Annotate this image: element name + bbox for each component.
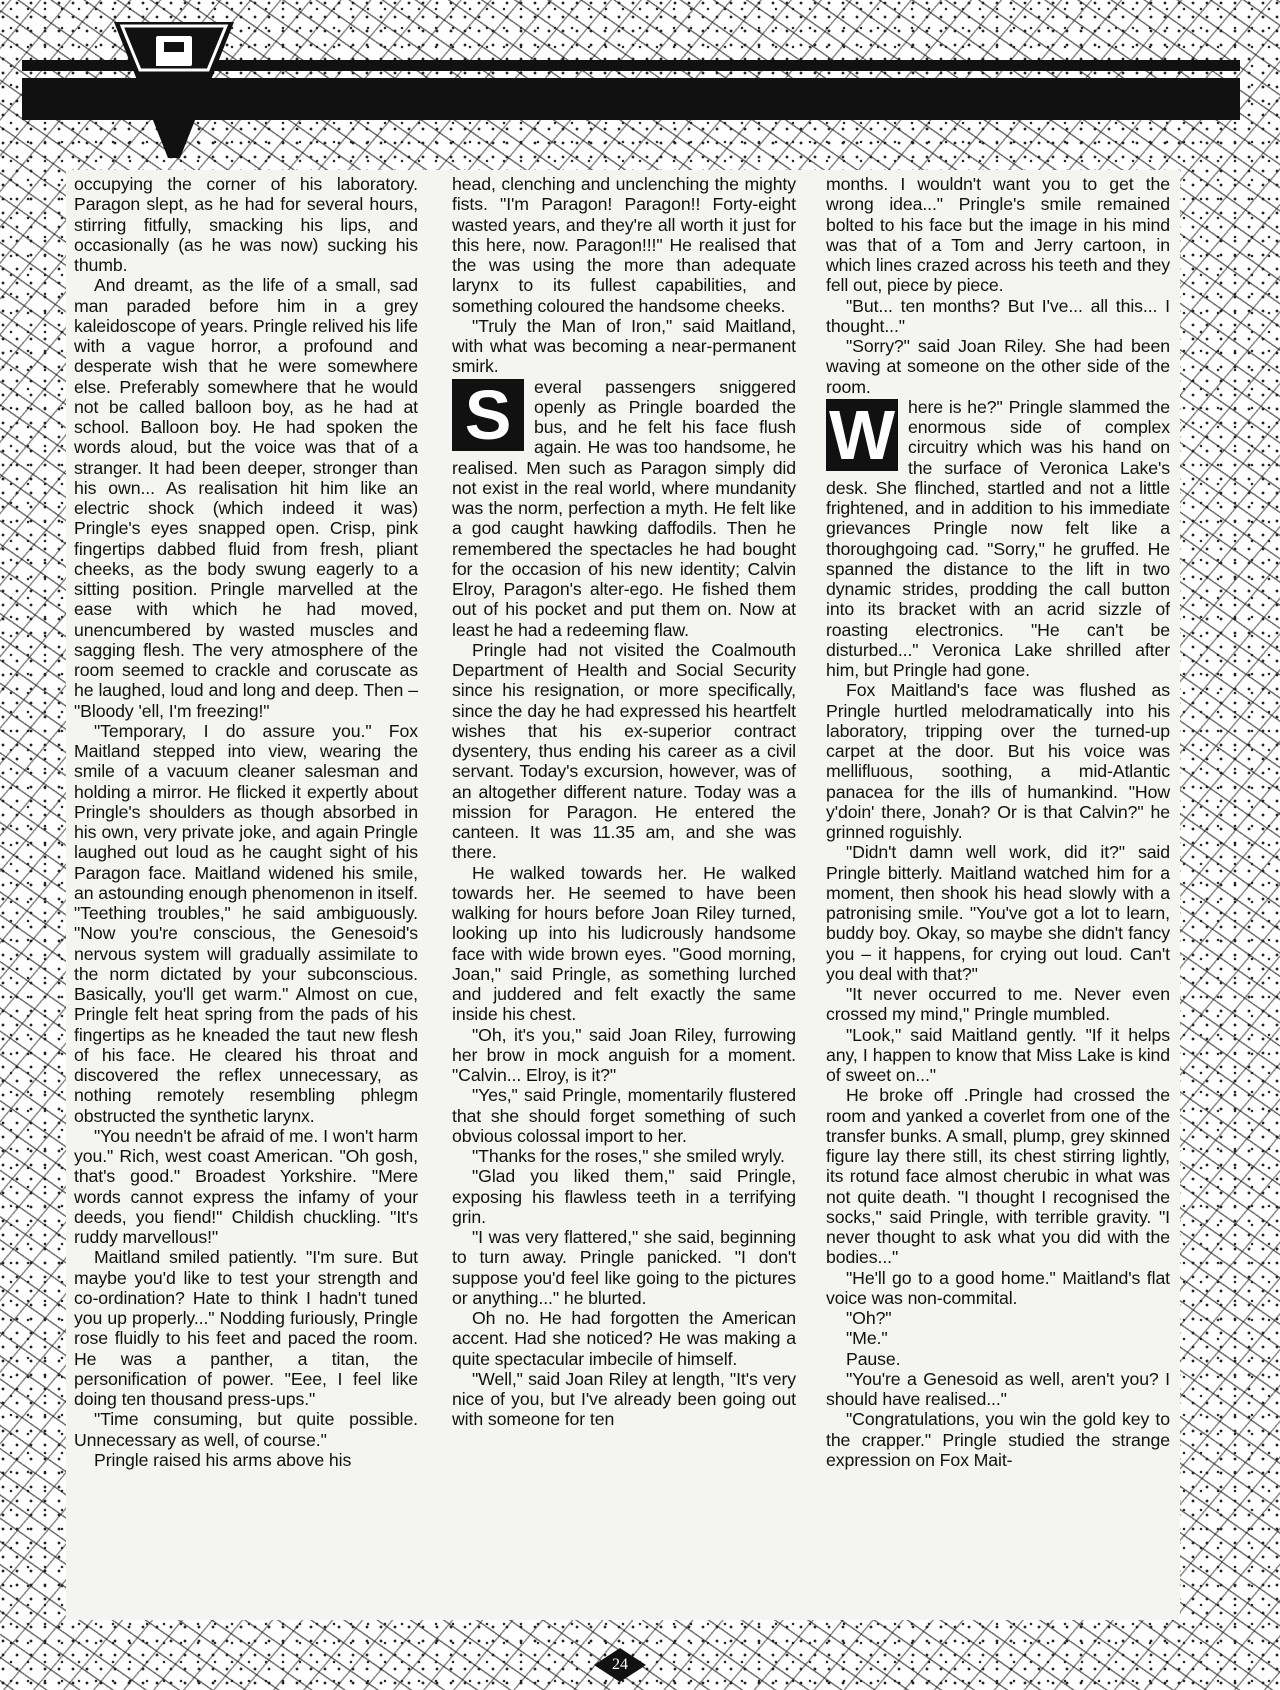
paragraph: "You needn't be afraid of me. I won't harm you." Rich, west coast American. "Oh gosh, that's good." Broadest Yorkshire. "Mere words cannot express the infamy of your deeds, you fiend!" Childish chuckling. "It's ruddy marvellous!" xyxy=(74,1125,418,1247)
paragraph: here is he?" Pringle slammed the enormous side of complex circuitry which was his hand on the surface of Veronica Lake's desk. She flinched, startled and not a little frightened, and in addition to his immediate grievances Pringle now felt like a thoroughgoing cad. "Sorry," he gruffed. He spanned the distance to the lift in two dynamic strides, prodding the call button into its bracket with an acrid sizzle of roasting electronics. "He can't be disturbed..." Veronica Lake shrilled after him, but Pringle had gone. xyxy=(826,396,1170,680)
paragraph: "But... ten months? But I've... all this... I thought..." xyxy=(826,295,1170,336)
paragraph: "Me." xyxy=(846,1328,888,1349)
page-number-badge xyxy=(594,1648,646,1682)
paragraph: "Congratulations, you win the gold key to the crapper." Pringle studied the strange expression on Fox Mait- xyxy=(826,1409,1170,1470)
paragraph: "Oh, it's you," said Joan Riley, furrowing her brow in mock anguish for a moment. "Calvin... Elroy, is it?" xyxy=(452,1024,796,1085)
paragraph: "It never occurred to me. Never even crossed my mind," Pringle mumbled. xyxy=(826,984,1170,1025)
paragraph: "Sorry?" said Joan Riley. She had been waving at someone on the other side of the room. xyxy=(826,336,1170,397)
paragraph: "Well," said Joan Riley at length, "It's very nice of you, but I've already been going out with someone for ten xyxy=(452,1368,796,1430)
paragraph: "Oh?" xyxy=(846,1308,892,1328)
paragraph: Pringle had not visited the Coalmouth Department of Health and Social Security since his resignation, or more specifically, since the day he had expressed his heartfelt wishes that his ex-superior contract dysentery, thus ending his career as a civil servant. Today's excursion, however, was of an altogether different nature. Today was a mission for Paragon. He entered the canteen. It was 11.35 am, and she was there. xyxy=(452,639,796,863)
paragraph: everal passengers sniggered openly as Pringle boarded the bus, and he felt his face flush again. He was too handsome, he realised. Men such as Paragon simply did not exist in the real world, where mundanity was the norm, perfection a myth. He felt like a god caught hawking daffodils. Then he remembered the spectacles he had bought for the occasion of his new identity; Calvin Elroy, Paragon's alter-ego. He fished them out of his pocket and put them on. Now at least he had a redeeming flaw. xyxy=(452,376,796,640)
paragraph: "Glad you liked them," said Pringle, exposing his flawless teeth in a terrifying grin. xyxy=(452,1166,796,1227)
paragraph: "Thanks for the roses," she smiled wryly. xyxy=(472,1146,785,1166)
paragraph: Maitland smiled patiently. "I'm sure. But maybe you'd like to test your strength and co-ordination? Hate to think I hadn't tuned you up properly..." Nodding furiously, Pringle rose fluidly to his feet and paced the room. He was a panther, a titan, the personification of power. "Eee, I feel like doing ten thousand press-ups." xyxy=(74,1247,418,1409)
paragraph: "You're a Genesoid as well, aren't you? I should have realised..." xyxy=(826,1368,1170,1409)
paragraph: "Time consuming, but quite possible. Unnecessary as well, of course." xyxy=(74,1409,418,1450)
paragraph: "Look," said Maitland gently. "If it helps any, I happen to know that Miss Lake is kind of sweet on..." xyxy=(826,1024,1170,1085)
column-3 xyxy=(826,174,1170,1470)
paragraph: Pause. xyxy=(846,1348,901,1369)
paragraph: "I was very flattered," she said, beginning to turn away. Pringle panicked. "I don't suppose you'd feel like going to the pictures or anything..." he blurted. xyxy=(452,1227,796,1308)
paragraph: "Temporary, I do assure you." Fox Maitland stepped into view, wearing the smile of a vacuum cleaner salesman and holding a mirror. He flicked it expertly about Pringle's shoulders as though absorbed in his own, very private joke, and again Pringle laughed out loud as he caught sight of his Paragon face. Maitland widened his smile, an astounding enough phenomenon in itself. "Teething troubles," he said ambiguously. "Now you're conscious, the Genesoid's nervous system will gradually assimilate to the norm dictated by your subconscious. Basically, you'll get warm." Almost on cue, Pringle felt heat spring from the pads of his fingertips as he kneaded the taut new flesh of his face. He cleared his throat and discovered the reflex unnecessary, as nothing remotely resembling phlegm obstructed the synthetic larynx. xyxy=(74,720,418,1126)
dropcap-s: S xyxy=(452,379,524,451)
dropcap-w: W xyxy=(826,399,898,471)
column-1 xyxy=(74,174,418,1470)
paragraph: Pringle raised his arms above his xyxy=(94,1449,352,1470)
paragraph: And dreamt, as the life of a small, sad man paraded before him in a grey kaleidoscope of years. Pringle relived his life with a vague horror, a profound and desperate wish that he were somewhere else. Preferably somewhere that he would not be called balloon boy, as he had at school. Balloon boy. He had spoken the words aloud, but the voice was that of a stranger. It had been deeper, stronger than his own... As realisation hit him like an electric shock (which indeed it was) Pringle's eyes snapped open. Crisp, pink fingertips dabbed fluid from fresh, pliant cheeks, as the body swung eagerly to a sitting position. Pringle marvelled at the ease with which he had moved, unencumbered by wasted muscles and sagging flesh. The very atmosphere of the room seemed to crackle and coruscate as he laughed, loud and long and deep. Then – "Bloody 'ell, I'm freezing!" xyxy=(74,275,418,721)
paragraph: Oh no. He had forgotten the American accent. Had she noticed? He was making a quite spectacular imbecile of himself. xyxy=(452,1308,796,1369)
paragraph: "Yes," said Pringle, momentarily flustered that she should forget something of such obvious colossal import to her. xyxy=(452,1085,796,1146)
paragraph: "He'll go to a good home." Maitland's flat voice was non-commital. xyxy=(826,1267,1170,1308)
page-number: 24 xyxy=(612,1656,628,1673)
paragraph: Fox Maitland's face was flushed as Pringle hurtled melodramatically into his laboratory, tripping over the turned-up carpet at the door. But his voice was mellifluous, soothing, a mid-Atlantic panacea for the ills of humankind. "How y'doin' there, Jonah? Or is that Calvin?" he grinned roguishly. xyxy=(826,680,1170,842)
column-2 xyxy=(452,174,796,1430)
paragraph: occupying the corner of his laboratory. Paragon slept, as he had for several hours, stirring fitfully, smacking his lips, and occasionally (as he was now) sucking his thumb. xyxy=(74,174,418,275)
svg-text:P: P xyxy=(173,62,175,63)
paragraph: "Didn't damn well work, did it?" said Pringle bitterly. Maitland watched him for a moment, then shook his head slowly with a patronising smile. "You've got a lot to learn, buddy boy. Okay, so maybe she didn't fancy you – it happens, for crying out loud. Can't you deal with that?" xyxy=(826,842,1170,984)
paragraph: He broke off .Pringle had crossed the room and yanked a coverlet from one of the transfer bunks. A small, plump, grey skinned figure lay there still, its chest stirring lightly, its rotund face almost cherubic in what was not quite death. "I thought I recognised the socks," said Pringle, with terrible gravity. "I never thought to ask what you did with the bodies..." xyxy=(826,1085,1170,1268)
paragraph: "Truly the Man of Iron," said Maitland, with what was becoming a near-permanent smirk. xyxy=(452,315,796,377)
paragraph: head, clenching and unclenching the mighty fists. "I'm Paragon! Paragon!! Forty-eight wasted years, and they're all worth it just for this here, now. Paragon!!!" He realised that the was using the more than adequate larynx to its fullest capabilities, and something coloured the handsome cheeks. xyxy=(452,174,796,316)
p-logo-icon xyxy=(114,22,234,162)
paragraph: months. I wouldn't want you to get the wrong idea..." Pringle's smile remained bolted to his face but the image in his mind was that of a Tom and Jerry cartoon, in which lines crazed across his teeth and they fell out, piece by piece. xyxy=(826,174,1170,296)
paragraph: He walked towards her. He walked towards her. He seemed to have been walking for hours before Joan Riley turned, looking up into his ludicrously handsome face with wide brown eyes. "Good morning, Joan," said Pringle, as something lurched and juddered and felt exactly the same inside his chest. xyxy=(452,862,796,1025)
